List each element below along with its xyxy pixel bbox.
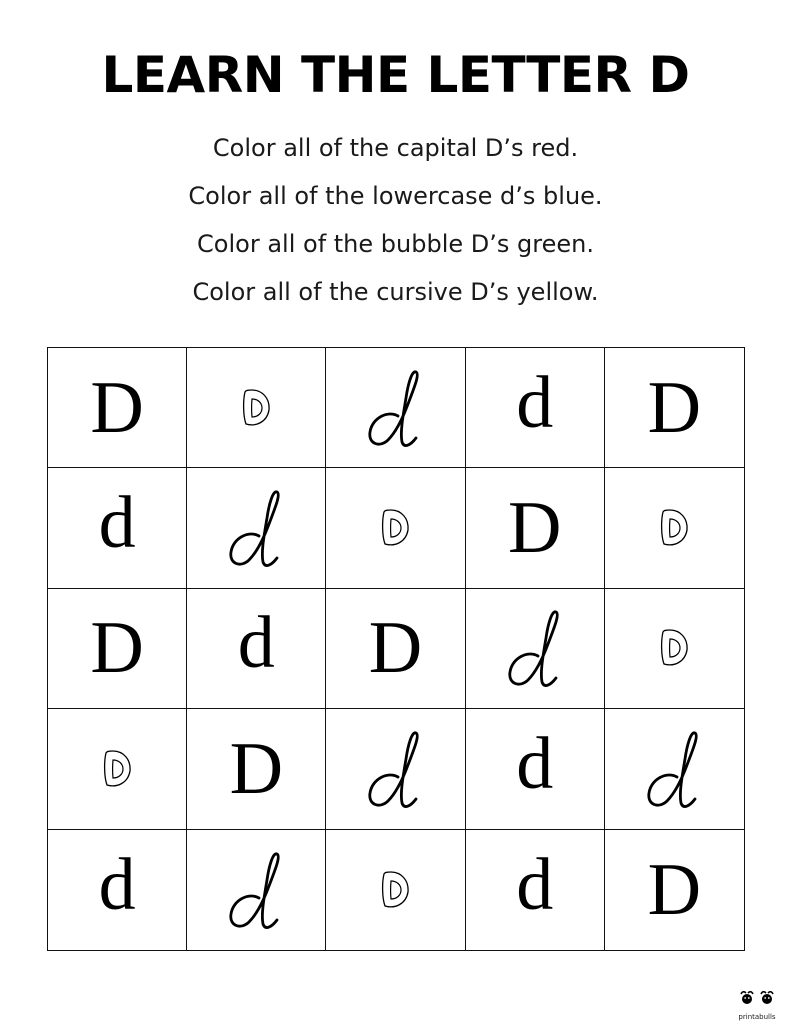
brand-name: printabulls	[738, 1013, 776, 1021]
grid-cell	[466, 468, 605, 588]
bubble-d-letter	[101, 749, 133, 789]
cursive-d-stroke	[370, 371, 418, 445]
bubble-d-outline	[105, 751, 130, 786]
capital-d-letter: D	[90, 607, 144, 690]
instruction-cursive: Color all of the cursive D’s yellow.	[192, 278, 599, 306]
bubble-d-inner	[670, 519, 680, 537]
cursive-d-stroke	[231, 492, 279, 566]
grid-cell	[48, 589, 187, 709]
bull-icon	[737, 988, 777, 1008]
grid-cell	[326, 709, 465, 829]
bubble-d-outline	[383, 872, 408, 907]
lowercase-d-letter: d	[516, 722, 554, 805]
cursive-d-letter	[502, 604, 568, 692]
bubble-d-outline	[662, 630, 687, 665]
grid-cell	[187, 709, 326, 829]
capital-d-letter: D	[647, 366, 702, 449]
bubble-d-inner	[252, 399, 262, 417]
bubble-d-inner	[391, 881, 401, 899]
capital-d-letter: D	[507, 487, 562, 570]
lowercase-d-letter: d	[516, 843, 554, 926]
instructions	[0, 124, 791, 316]
cursive-d-letter	[223, 846, 289, 934]
bubble-d-letter	[658, 508, 690, 548]
brand-logo	[730, 988, 784, 1021]
bubble-d-outline	[662, 510, 687, 545]
grid-cell	[466, 709, 605, 829]
instruction-bubble: Color all of the bubble D’s green.	[197, 230, 594, 258]
grid-cell	[605, 589, 744, 709]
cursive-d-letter	[223, 484, 289, 572]
grid-cell	[466, 348, 605, 468]
capital-d-letter: D	[368, 607, 423, 690]
grid-cell	[605, 709, 744, 829]
bubble-d-letter	[658, 628, 690, 668]
capital-d-letter: D	[229, 727, 284, 810]
grid-cell	[326, 468, 465, 588]
grid-cell	[605, 468, 744, 588]
bubble-d-outline	[383, 510, 408, 545]
grid-cell	[466, 589, 605, 709]
bubble-d-outline	[244, 390, 269, 425]
bubble-d-inner	[391, 519, 401, 537]
page-title: LEARN THE LETTER D	[101, 46, 690, 104]
lowercase-d-letter: d	[516, 361, 554, 444]
instruction-capital: Color all of the capital D’s red.	[212, 134, 579, 162]
lowercase-d-letter: d	[98, 482, 136, 565]
lowercase-d-letter: d	[237, 602, 275, 685]
letter-grid	[47, 347, 745, 951]
capital-d-letter: D	[647, 848, 702, 931]
grid-cell	[48, 348, 187, 468]
bubble-d-letter	[379, 870, 411, 910]
bubble-d-inner	[113, 760, 123, 778]
lowercase-d-letter: d	[98, 843, 136, 926]
grid-cell	[48, 830, 187, 950]
grid-cell	[187, 348, 326, 468]
grid-cell	[48, 468, 187, 588]
cursive-d-letter	[641, 725, 707, 813]
grid-cell	[326, 348, 465, 468]
cursive-d-letter	[362, 364, 428, 452]
cursive-d-stroke	[231, 854, 279, 928]
grid-cell	[605, 830, 744, 950]
grid-cell	[605, 348, 744, 468]
bubble-d-letter	[240, 388, 272, 428]
grid-cell	[187, 468, 326, 588]
grid-cell	[466, 830, 605, 950]
cursive-d-stroke	[509, 612, 557, 686]
cursive-d-letter	[362, 725, 428, 813]
cursive-d-stroke	[370, 733, 418, 807]
bubble-d-letter	[379, 508, 411, 548]
grid-cell	[187, 830, 326, 950]
grid-cell	[326, 830, 465, 950]
grid-cell	[326, 589, 465, 709]
cursive-d-stroke	[649, 733, 697, 807]
grid-cell	[187, 589, 326, 709]
capital-d-letter: D	[90, 366, 144, 449]
instruction-lowercase: Color all of the lowercase d’s blue.	[188, 182, 603, 210]
grid-cell	[48, 709, 187, 829]
bubble-d-inner	[670, 639, 680, 657]
